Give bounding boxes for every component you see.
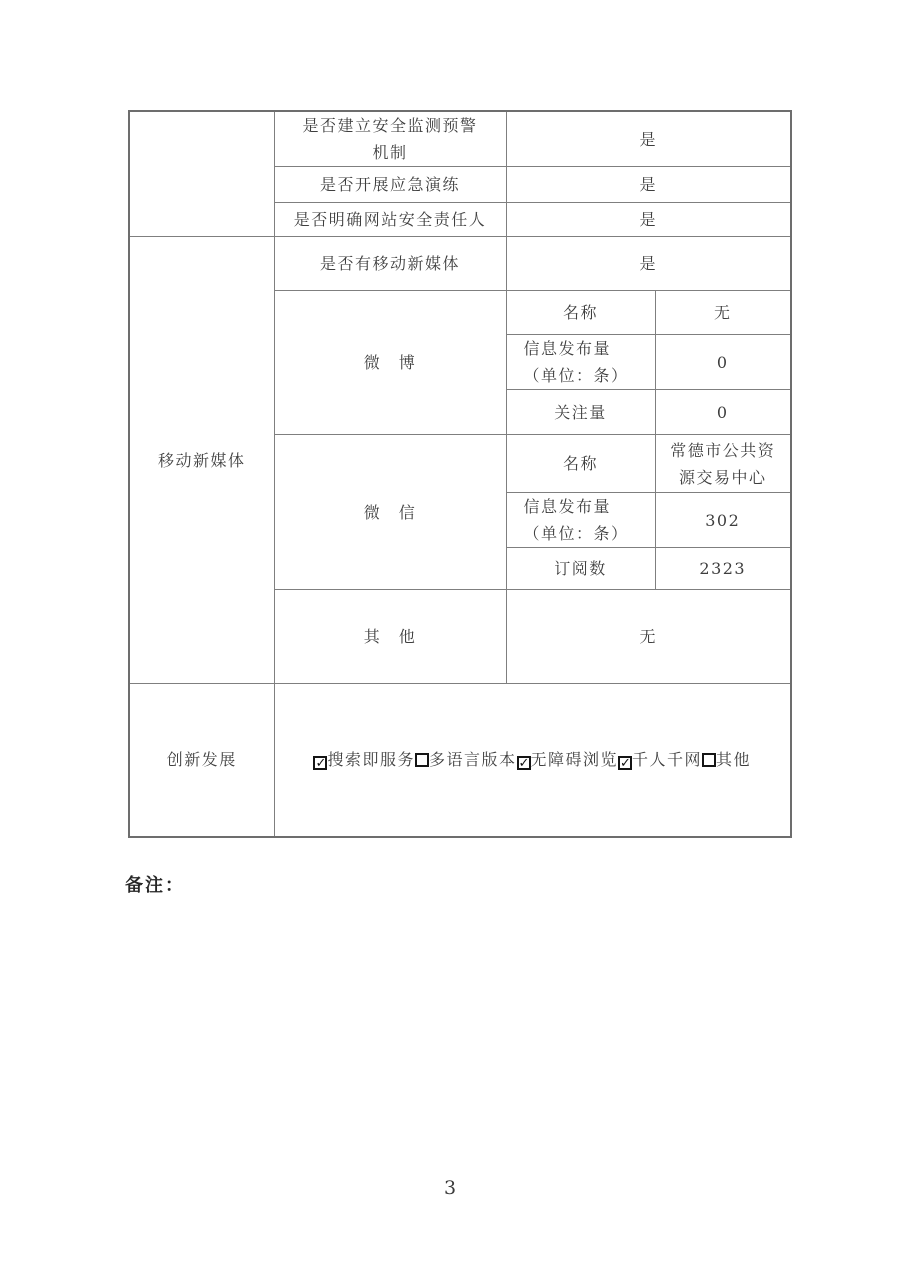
section-cell-mobile-media: 移动新媒体 (129, 237, 274, 684)
security-monitor-label: 是否建立安全监测预警机制 (302, 116, 478, 162)
wechat-name-value-cell (655, 435, 791, 493)
has-mobile-media-label: 是否有移动新媒体 (274, 237, 506, 291)
innovation-option-label: 千人千网 (632, 750, 703, 770)
innovation-options-row (313, 746, 751, 773)
section-cell-empty (129, 111, 274, 237)
wechat-subscribers-value: 2323 (655, 548, 791, 590)
emergency-drill-label: 是否开展应急演练 (274, 167, 506, 203)
checkbox-unchecked-icon (415, 753, 429, 767)
table-row (129, 684, 791, 837)
weibo-followers-label: 关注量 (506, 390, 655, 435)
has-mobile-media-value: 是 (506, 237, 791, 291)
security-owner-label: 是否明确网站安全责任人 (274, 203, 506, 237)
wechat-name-label: 名称 (506, 435, 655, 493)
checkbox-checked-icon: ✓ (620, 756, 631, 772)
wechat-subscribers-label: 订阅数 (506, 548, 655, 590)
innovation-option-label: 多语言版本 (428, 750, 517, 770)
notes-label: 备注： (125, 875, 185, 896)
wechat-posts-value: 302 (655, 493, 791, 548)
weibo-label-cell: 微 博 (274, 291, 506, 435)
section-cell-innovation: 创新发展 (129, 684, 274, 837)
table-row (129, 237, 791, 291)
wechat-posts-label: 信息发布量（单位：条） (523, 497, 629, 543)
other-media-value: 无 (506, 590, 791, 684)
innovation-option-label: 无障碍浏览 (530, 750, 619, 770)
wechat-name-value: 常德市公共资源交易中心 (670, 440, 776, 487)
security-owner-value: 是 (506, 203, 791, 237)
checkbox-checked-icon: ✓ (315, 756, 327, 772)
table-row (129, 111, 791, 167)
annual-report-table (128, 110, 792, 838)
weibo-posts-label-cell (506, 335, 655, 390)
emergency-drill-value: 是 (506, 167, 791, 203)
weibo-followers-value: 0 (655, 390, 791, 435)
wechat-label-cell: 微 信 (274, 435, 506, 590)
weibo-posts-label: 信息发布量（单位：条） (523, 339, 629, 385)
wechat-posts-label-cell (506, 493, 655, 548)
page-number: 3 (443, 1177, 457, 1199)
weibo-name-label: 名称 (506, 291, 655, 335)
weibo-posts-value: 0 (655, 335, 791, 390)
innovation-options-cell (274, 684, 791, 837)
security-monitor-label-cell (274, 111, 506, 167)
other-media-label: 其 他 (274, 590, 506, 684)
innovation-option-label: 搜索即服务 (327, 750, 415, 770)
checkbox-unchecked-icon (702, 753, 716, 767)
security-monitor-value: 是 (506, 111, 791, 167)
weibo-name-value: 无 (655, 291, 791, 335)
checkbox-checked-icon: ✓ (518, 756, 530, 772)
innovation-option-label: 其他 (716, 750, 752, 770)
